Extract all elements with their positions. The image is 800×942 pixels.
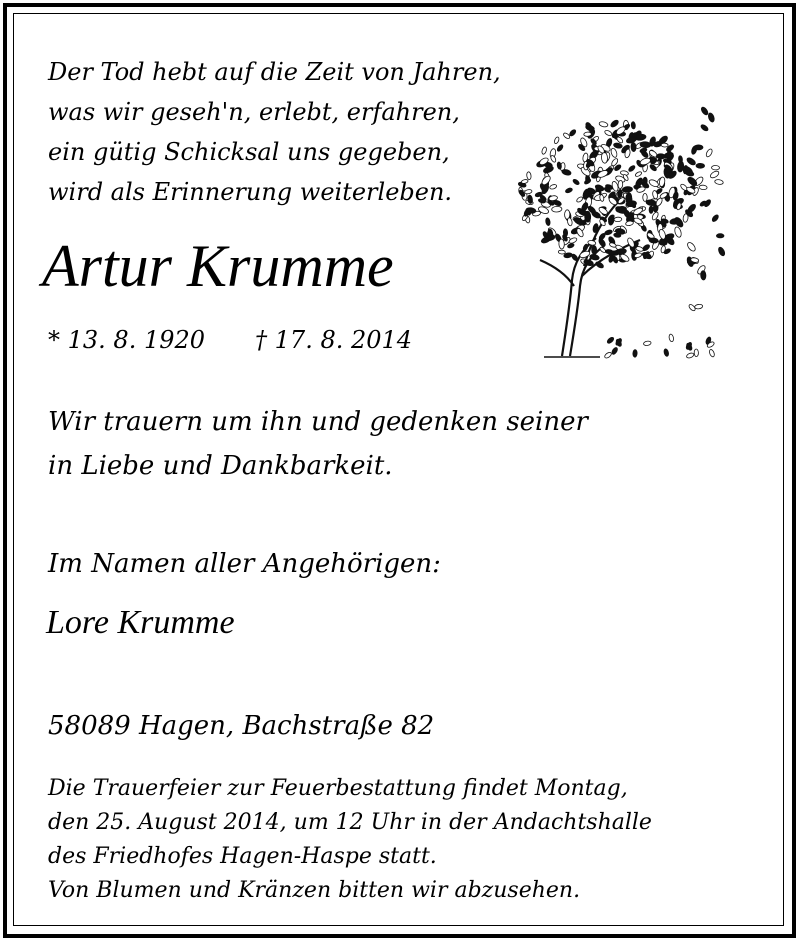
memorial-poem bbox=[48, 52, 501, 212]
birth-date: * 13. 8. 1920 bbox=[48, 326, 206, 354]
windblown-tree-icon bbox=[500, 90, 730, 370]
mourning-statement bbox=[48, 400, 588, 488]
deceased-name: Artur Krumme bbox=[42, 233, 394, 299]
address-line: 58089 Hagen, Bachstraße 82 bbox=[48, 711, 435, 741]
poem-line: Der Tod hebt auf die Zeit von Jahren, bbox=[48, 58, 501, 86]
death-date: † 17. 8. 2014 bbox=[255, 326, 413, 354]
ceremony-line: den 25. August 2014, um 12 Uhr in der Andachtshalle bbox=[48, 810, 652, 835]
ceremony-line: Von Blumen und Kränzen bitten wir abzusehen. bbox=[48, 878, 581, 903]
ceremony-notice bbox=[48, 772, 652, 908]
life-dates bbox=[48, 324, 412, 356]
tree-leaves bbox=[518, 106, 726, 359]
poem-line: was wir geseh'n, erlebt, erfahren, bbox=[48, 98, 460, 126]
poem-line: ein gütig Schicksal uns gegeben, bbox=[48, 138, 450, 166]
mourning-line: Wir trauern um ihn und gedenken seiner bbox=[48, 407, 588, 437]
behalf-line: Im Namen aller Angehörigen: bbox=[48, 549, 441, 579]
mourning-line: in Liebe und Dankbarkeit. bbox=[48, 451, 393, 481]
ceremony-line: Die Trauerfeier zur Feuerbestattung findet Montag, bbox=[48, 776, 628, 801]
ceremony-line: des Friedhofes Hagen-Haspe statt. bbox=[48, 844, 437, 869]
signer-name: Lore Krumme bbox=[46, 604, 235, 641]
poem-line: wird als Erinnerung weiterleben. bbox=[48, 178, 453, 206]
